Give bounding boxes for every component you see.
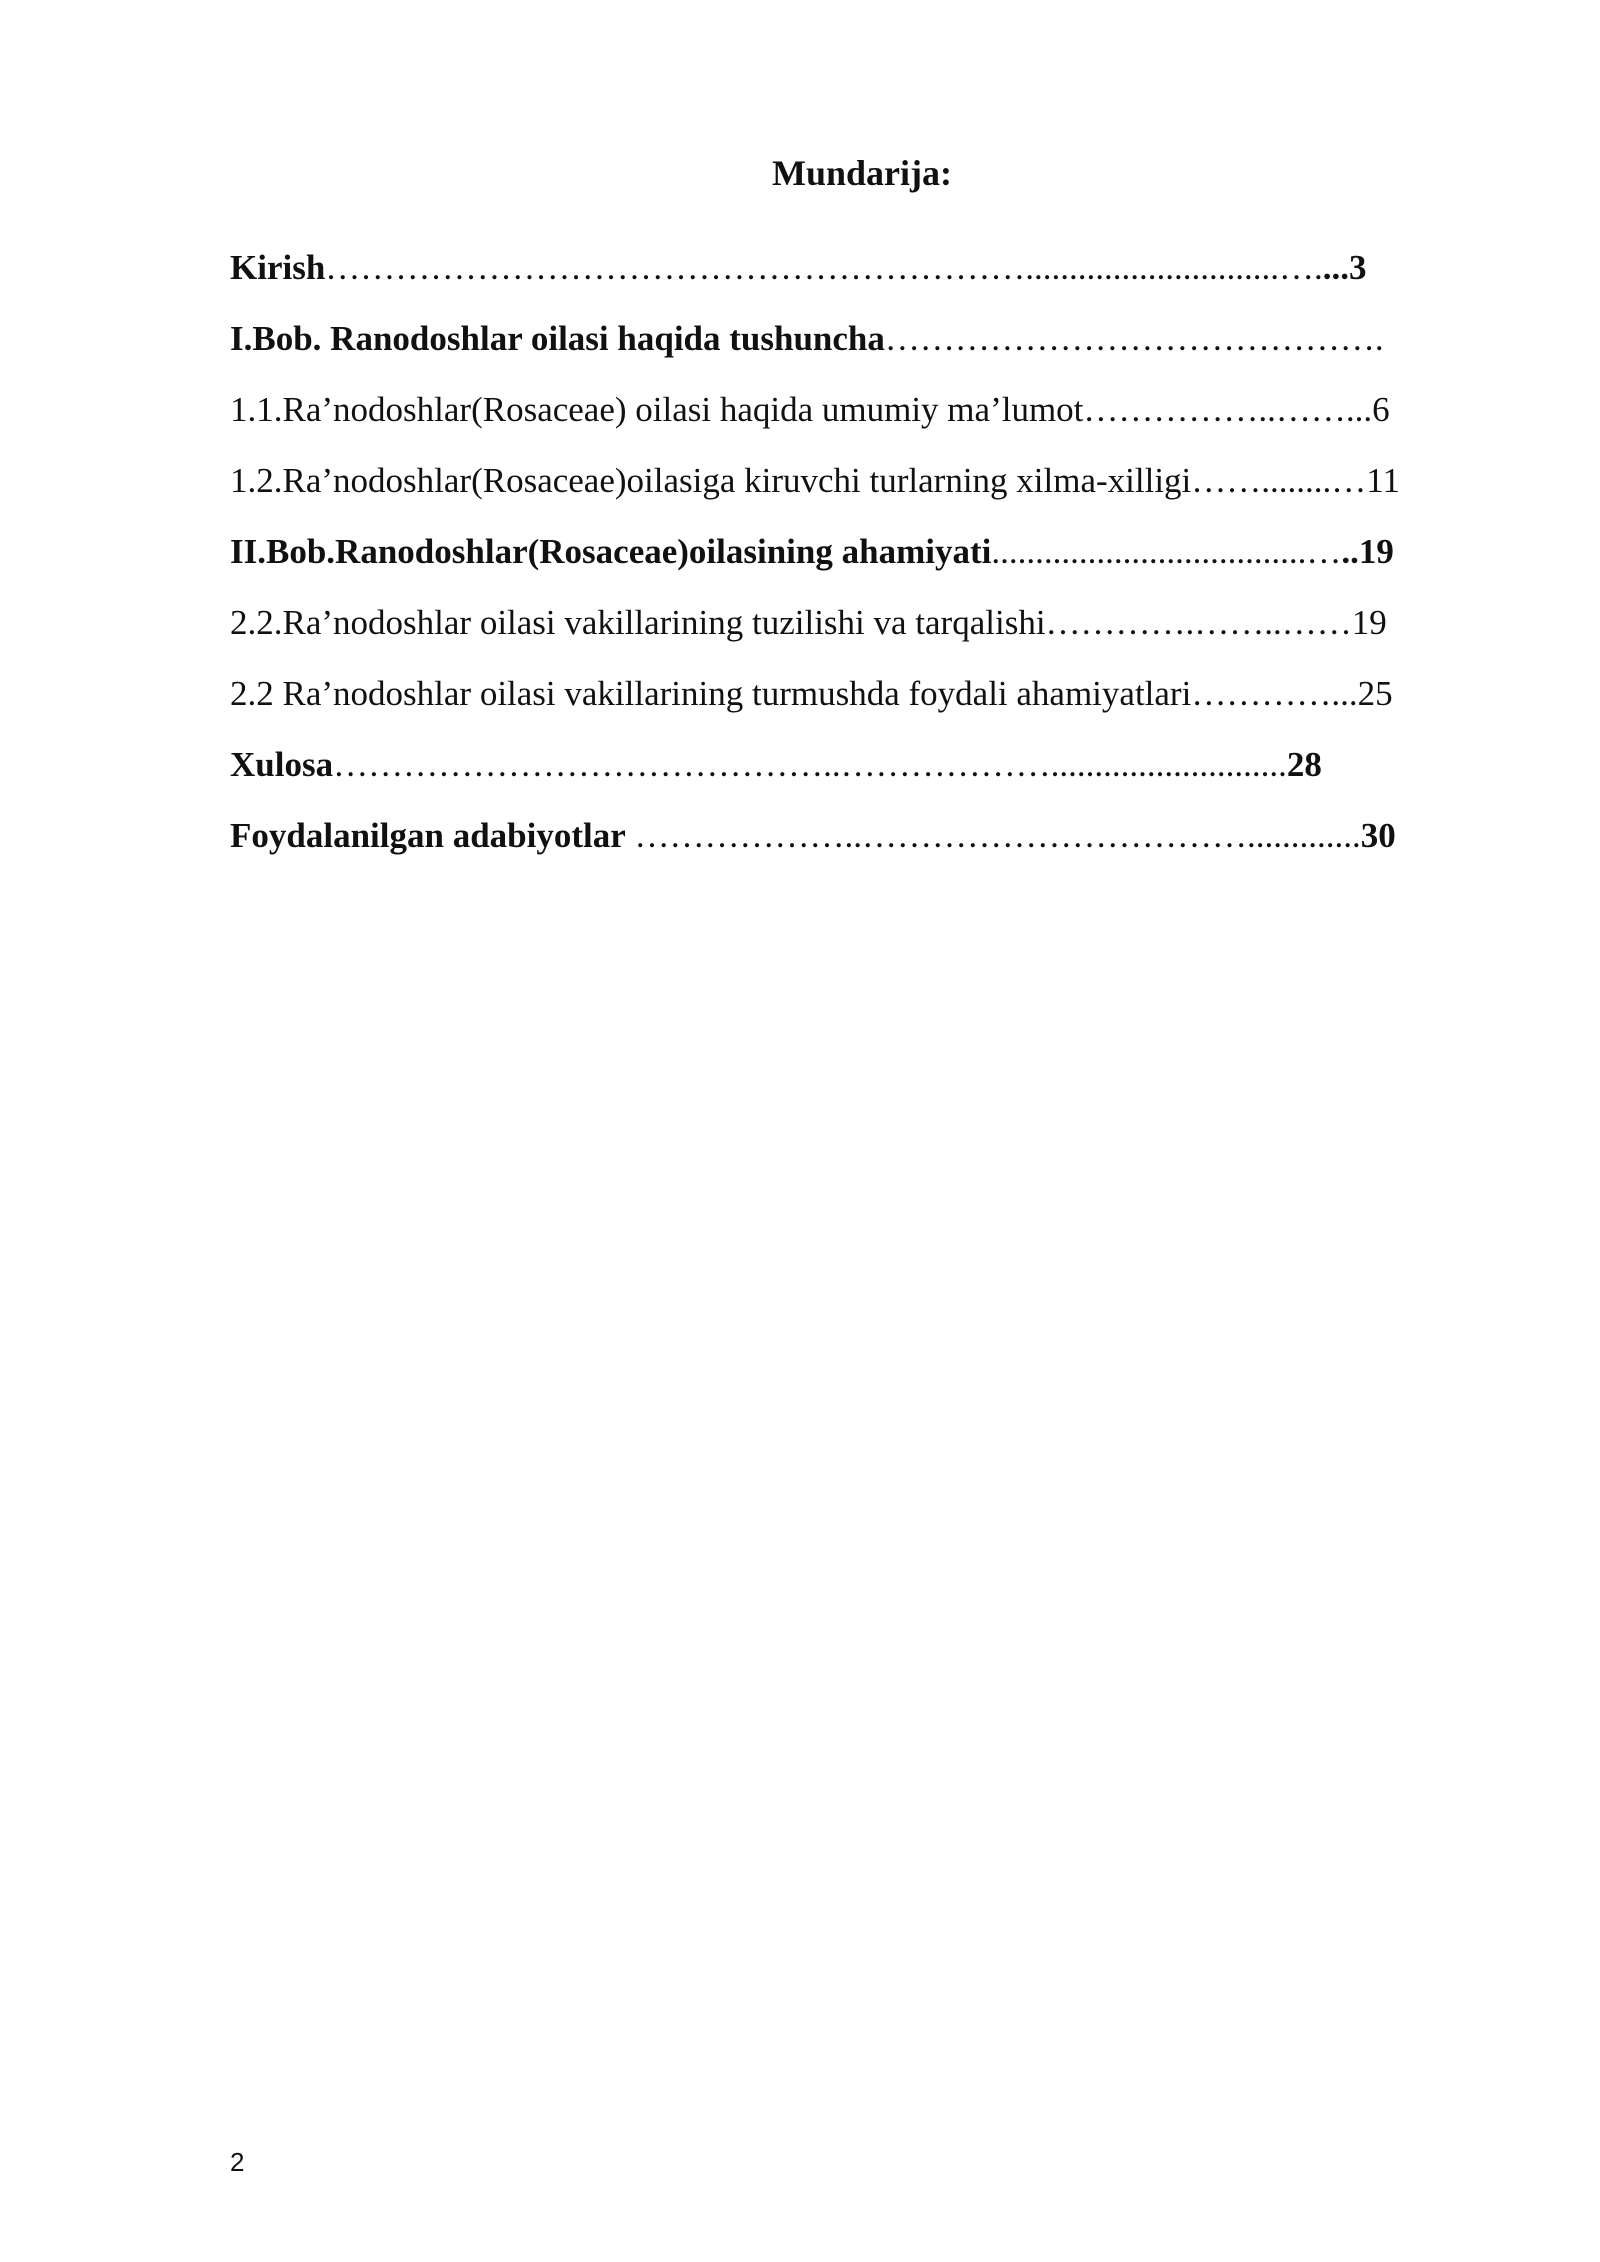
toc-entry-leader: ……........… (1191, 461, 1367, 500)
toc-entry-page: 28 (1286, 745, 1322, 784)
toc-entry-title: Xulosa (230, 745, 334, 784)
table-of-contents (230, 242, 1490, 881)
toc-entry-section-2-2[interactable] (230, 668, 1490, 739)
toc-entry-title: I.Bob. Ranodoshlar oilasi haqida tushuncha (230, 319, 885, 358)
toc-entry-page: .6 (1363, 390, 1390, 429)
page-number: 2 (230, 2147, 245, 2177)
toc-entry-section-2-1[interactable] (230, 597, 1490, 668)
toc-entry-leader: ………… (1191, 674, 1332, 713)
toc-entry-xulosa[interactable] (230, 739, 1490, 810)
toc-entry-leader: ....................................… (991, 532, 1342, 571)
toc-entry-leader: ……………………………………..………………........................... (333, 745, 1287, 784)
toc-entry-page: ...25 (1331, 674, 1393, 713)
toc-entry-leader: ………….……..…… (1045, 603, 1352, 642)
toc-entry-title: 2.2.Ra’nodoshlar oilasi vakillarining tuzilishi va tarqalishi (230, 603, 1046, 642)
toc-entry-chapter-1[interactable] (230, 313, 1490, 384)
toc-entry-page: ...3 (1322, 248, 1367, 287)
toc-entry-title: 2.2 Ra’nodoshlar oilasi vakillarining turmushda foydali ahamiyatlari (230, 674, 1192, 713)
toc-entry-leader: …………………………………………………….............................…. (325, 248, 1323, 287)
toc-entry-kirish[interactable] (230, 242, 1490, 313)
toc-entry-leader: ……………………………………. (884, 319, 1384, 358)
toc-entry-section-1-1[interactable] (230, 384, 1490, 455)
toc-entry-page: 19 (1351, 603, 1387, 642)
toc-entry-bibliography[interactable] (230, 810, 1490, 881)
toc-entry-section-1-2[interactable] (230, 455, 1490, 526)
toc-entry-chapter-2[interactable] (230, 526, 1490, 597)
toc-entry-page: ..19 (1341, 532, 1394, 571)
toc-entry-title: Foydalanilgan adabiyotlar (230, 816, 626, 855)
toc-entry-title: Kirish (230, 248, 326, 287)
toc-entry-title: 1.2.Ra’nodoshlar(Rosaceae)oilasiga kiruvchi turlarning xilma-xilligi (230, 461, 1192, 500)
toc-entry-title: II.Bob.Ranodoshlar(Rosaceae)oilasining ahamiyati (230, 532, 992, 571)
toc-entry-title: 1.1.Ra’nodoshlar(Rosaceae) oilasi haqida umumiy ma’lumot (230, 390, 1084, 429)
toc-entry-leader: ……………..…….. (1083, 390, 1364, 429)
toc-entry-page: 30 (1360, 816, 1396, 855)
toc-heading: Mundarija: (772, 153, 952, 193)
toc-entry-page: 11 (1366, 461, 1400, 500)
toc-entry-leader: ………………..……………………………............. (625, 816, 1361, 855)
